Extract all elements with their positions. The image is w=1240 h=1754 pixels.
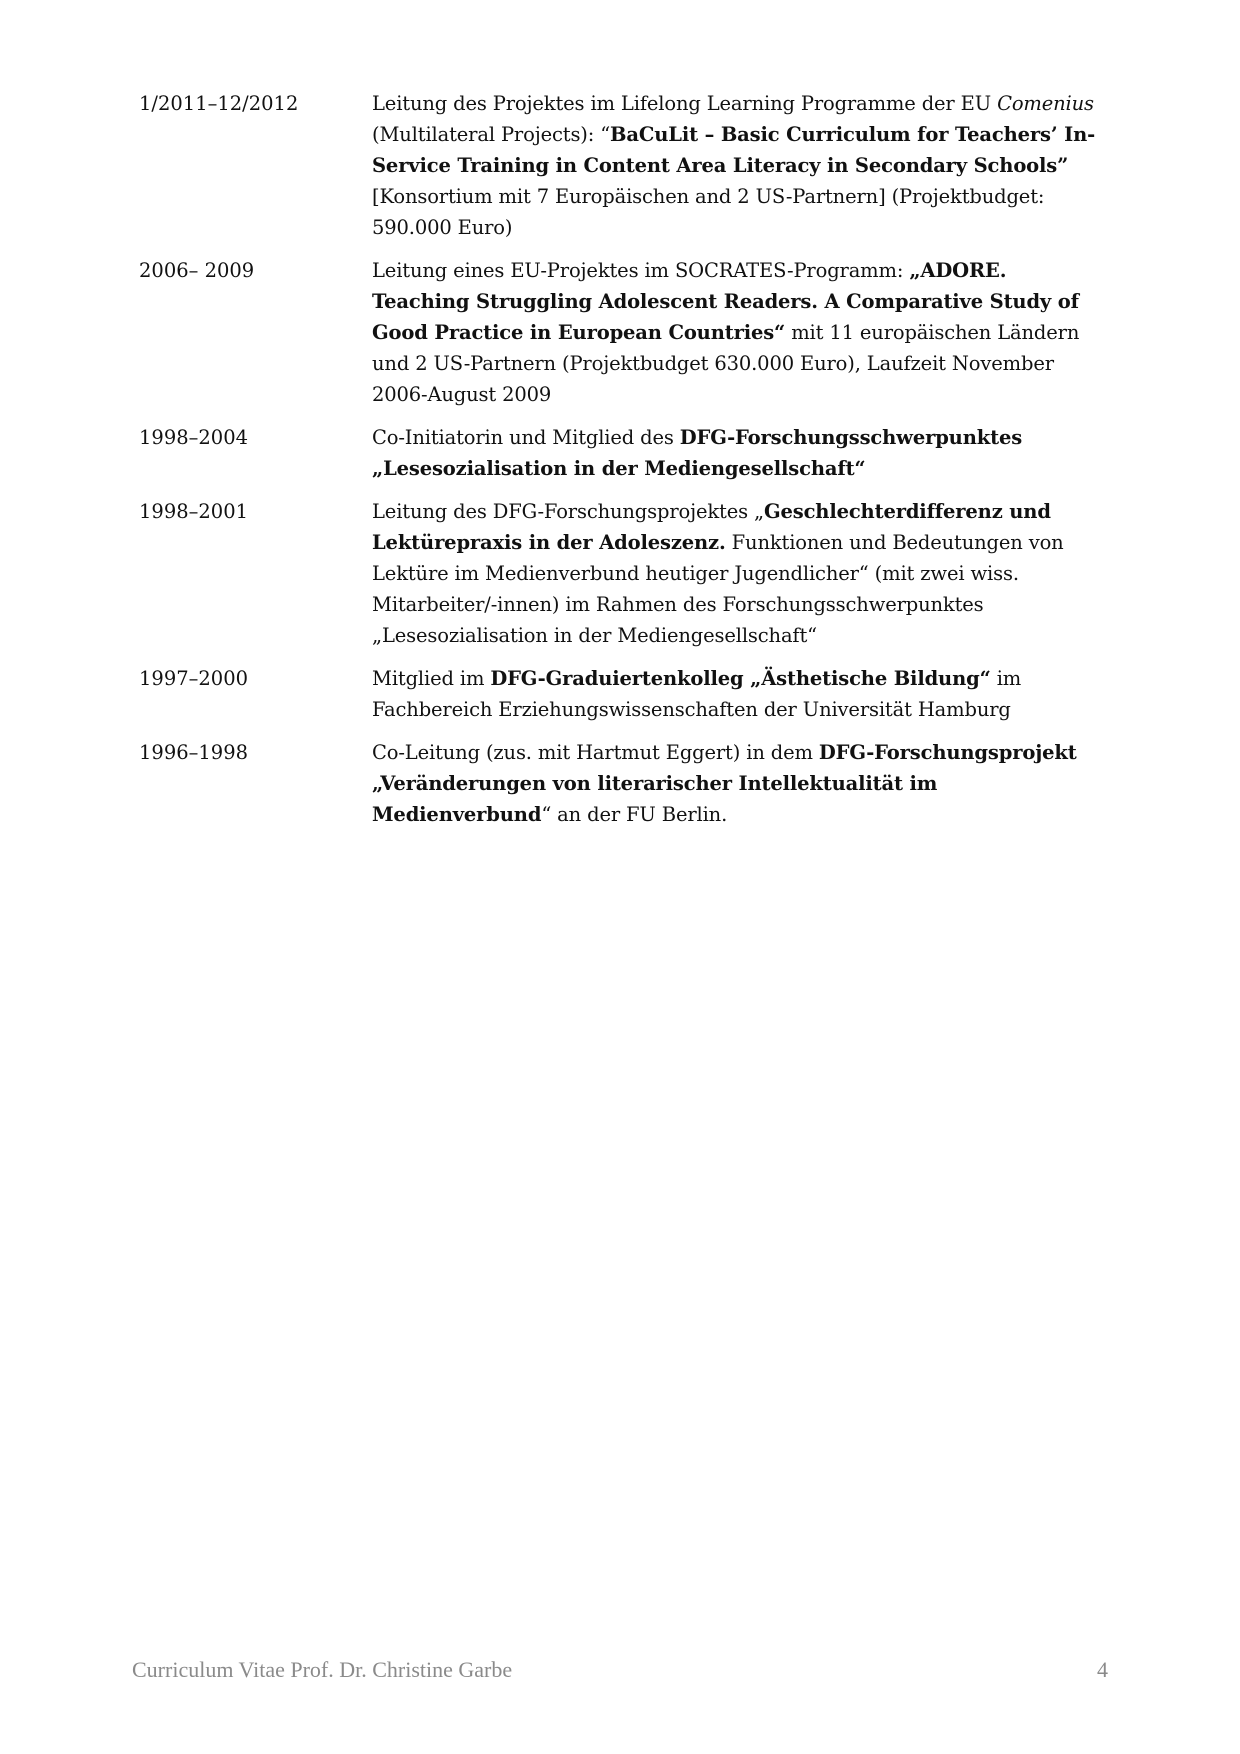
entry-text: “ an der FU Berlin. bbox=[541, 803, 728, 826]
entry-description bbox=[372, 737, 1099, 830]
entry-text: Mitglied im bbox=[372, 667, 491, 690]
entry-date: 1/2011–12/2012 bbox=[139, 92, 299, 115]
entry-date: 1998–2004 bbox=[139, 426, 249, 449]
entry-text: Co-Initiatorin und Mitglied des bbox=[372, 426, 680, 449]
entry-text: Co-Leitung (zus. mit Hartmut Eggert) in dem bbox=[372, 741, 819, 764]
entry-text: [Konsortium mit 7 Europäischen and 2 US-Partnern] (Projektbudget: 590.000 Euro) bbox=[372, 185, 1045, 239]
page-footer bbox=[132, 1657, 1108, 1683]
entry-description bbox=[372, 255, 1099, 410]
entry-text: Funktionen und Bedeutungen von Lektüre im Medienverbund heutiger Jugendlicher“ (mit zwei wiss. Mitarbeiter/-innen) im Rahmen des Forschungsschwerpunktes „Lesesozialisation in der Mediengesellschaft“ bbox=[372, 531, 1064, 647]
entry-description bbox=[372, 663, 1099, 725]
entry-text: (Multilateral Projects): “ bbox=[372, 123, 611, 146]
cv-entry bbox=[139, 663, 1099, 725]
entry-text-bold: „ADORE. Teaching Struggling Adolescent Readers. A Comparative Study of Good Practice in European Countries“ bbox=[372, 259, 1079, 344]
entry-text-bold: DFG-Forschungsschwerpunktes „Lesesozialisation in der Mediengesellschaft“ bbox=[372, 426, 1023, 480]
cv-entry bbox=[139, 737, 1099, 830]
entry-date: 1996–1998 bbox=[139, 741, 249, 764]
cv-entry bbox=[139, 422, 1099, 484]
entry-text-bold: BaCuLit – Basic Curriculum for Teachers’ In-Service Training in Content Area Literacy in Secondary Schools” bbox=[372, 123, 1096, 177]
entry-description bbox=[372, 496, 1099, 651]
cv-entry-list bbox=[139, 88, 1099, 842]
entry-text-italic: Comenius bbox=[997, 92, 1094, 115]
entry-text-bold: Geschlechterdifferenz und Lektürepraxis in der Adoleszenz. bbox=[372, 500, 1051, 554]
cv-entry bbox=[139, 255, 1099, 410]
cv-entry bbox=[139, 496, 1099, 651]
footer-title: Curriculum Vitae Prof. Dr. Christine Garbe bbox=[132, 1657, 513, 1682]
entry-text: mit 11 europäischen Ländern und 2 US-Partnern (Projektbudget 630.000 Euro), Laufzeit November 2006-August 2009 bbox=[372, 321, 1080, 406]
cv-entry bbox=[139, 88, 1099, 243]
page-number: 4 bbox=[1097, 1657, 1108, 1682]
entry-text: im Fachbereich Erziehungswissenschaften der Universität Hamburg bbox=[372, 667, 1022, 721]
entry-text: Leitung des Projektes im Lifelong Learning Programme der EU bbox=[372, 92, 998, 115]
entry-description bbox=[372, 422, 1099, 484]
entry-text: Leitung des DFG-Forschungsprojektes „ bbox=[372, 500, 764, 523]
entry-text-bold: DFG-Forschungsprojekt „Veränderungen von literarischer Intellektualität im Medienverbund bbox=[372, 741, 1077, 826]
entry-date: 1998–2001 bbox=[139, 500, 249, 523]
entry-description bbox=[372, 88, 1099, 243]
entry-date: 2006– 2009 bbox=[139, 259, 255, 282]
entry-date: 1997–2000 bbox=[139, 667, 249, 690]
entry-text: Leitung eines EU-Projektes im SOCRATES-Programm: bbox=[372, 259, 910, 282]
entry-text-bold: DFG-Graduiertenkolleg „Ästhetische Bildung“ bbox=[490, 667, 991, 690]
